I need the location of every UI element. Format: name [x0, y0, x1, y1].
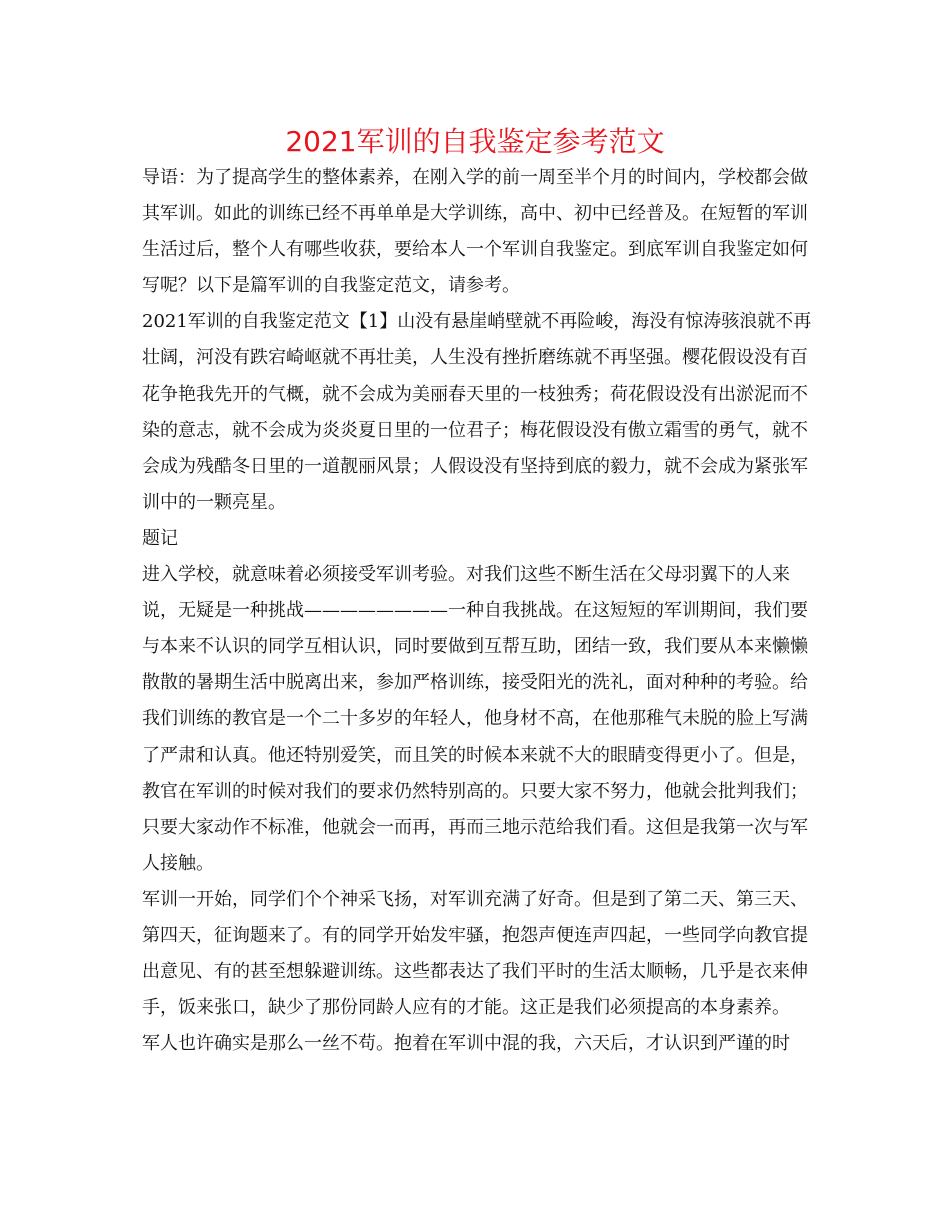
- paragraph-body-2: 军训一开始，同学们个个神采飞扬，对军训充满了好奇。但是到了第二天、第三天、第四天，征询题来了。有的同学开始发牢骚，抱怨声便连声四起，一些同学向教官提出意见、有的甚至想躲避训练。这些都表达了我们平时的生活太顺畅，几乎是衣来伸手，饭来张口，缺少了那份同龄人应有的才能。这正是我们必须提高的本身素养。: [142, 888, 808, 1019]
- paragraph-intro: 导语：为了提高学生的整体素养，在刚入学的前一周至半个月的时间内，学校都会做其军训。如此的训练已经不再单单是大学训练，高中、初中已经普及。在短暂的军训生活过后，整个人有哪些收获，要给本人一个军训自我鉴定。到底军训自我鉴定如何写呢？以下是篇军训的自我鉴定范文，请参考。: [142, 167, 808, 297]
- paragraph-body-3: 军人也许确实是那么一丝不苟。抱着在军训中混的我，六天后，才认识到严谨的时: [142, 1033, 790, 1055]
- paragraph-epigraph-label: 题记: [142, 527, 178, 549]
- paragraph-body-1: 进入学校，就意味着必须接受军训考验。对我们这些不断生活在父母羽翼下的人来说，无疑是一种挑战————————一种自我挑战。在这短短的军训期间，我们要与本来不认识的同学互相认识，同时要做到互帮互助，团结一致，我们要从本来懒懒散散的暑期生活中脱离出来，参加严格训练，接受阳光的洗礼，面对种种的考验。给我们训练的教官是一个二十多岁的年轻人，他身材不高，在他那稚气未脱的脸上写满了严肃和认真。他还特别爱笑，而且笑的时候本来就不大的眼睛变得更小了。但是，教官在军训的时候对我们的要求仍然特别高的。只要大家不努力，他就会批判我们；只要大家动作不标准，他就会一而再，再而三地示范给我们看。这但是我第一次与军人接触。: [142, 564, 808, 874]
- paragraph-sample-1: 2021军训的自我鉴定范文【1】山没有悬崖峭壁就不再险峻，海没有惊涛骇浪就不再壮阔，河没有跌宕崎岖就不再壮美，人生没有挫折磨练就不再坚强。樱花假设没有百花争艳我先开的气概，就不会成为美丽春天里的一枝独秀；荷花假设没有出淤泥而不染的意志，就不会成为炎炎夏日里的一位君子；梅花假设没有傲立霜雪的勇气，就不会成为残酷冬日里的一道靓丽风景；人假设没有坚持到底的毅力，就不会成为紧张军训中的一颗亮星。: [142, 311, 812, 513]
- document-title: 2021军训的自我鉴定参考范文: [285, 125, 665, 158]
- document-body: [142, 160, 814, 1062]
